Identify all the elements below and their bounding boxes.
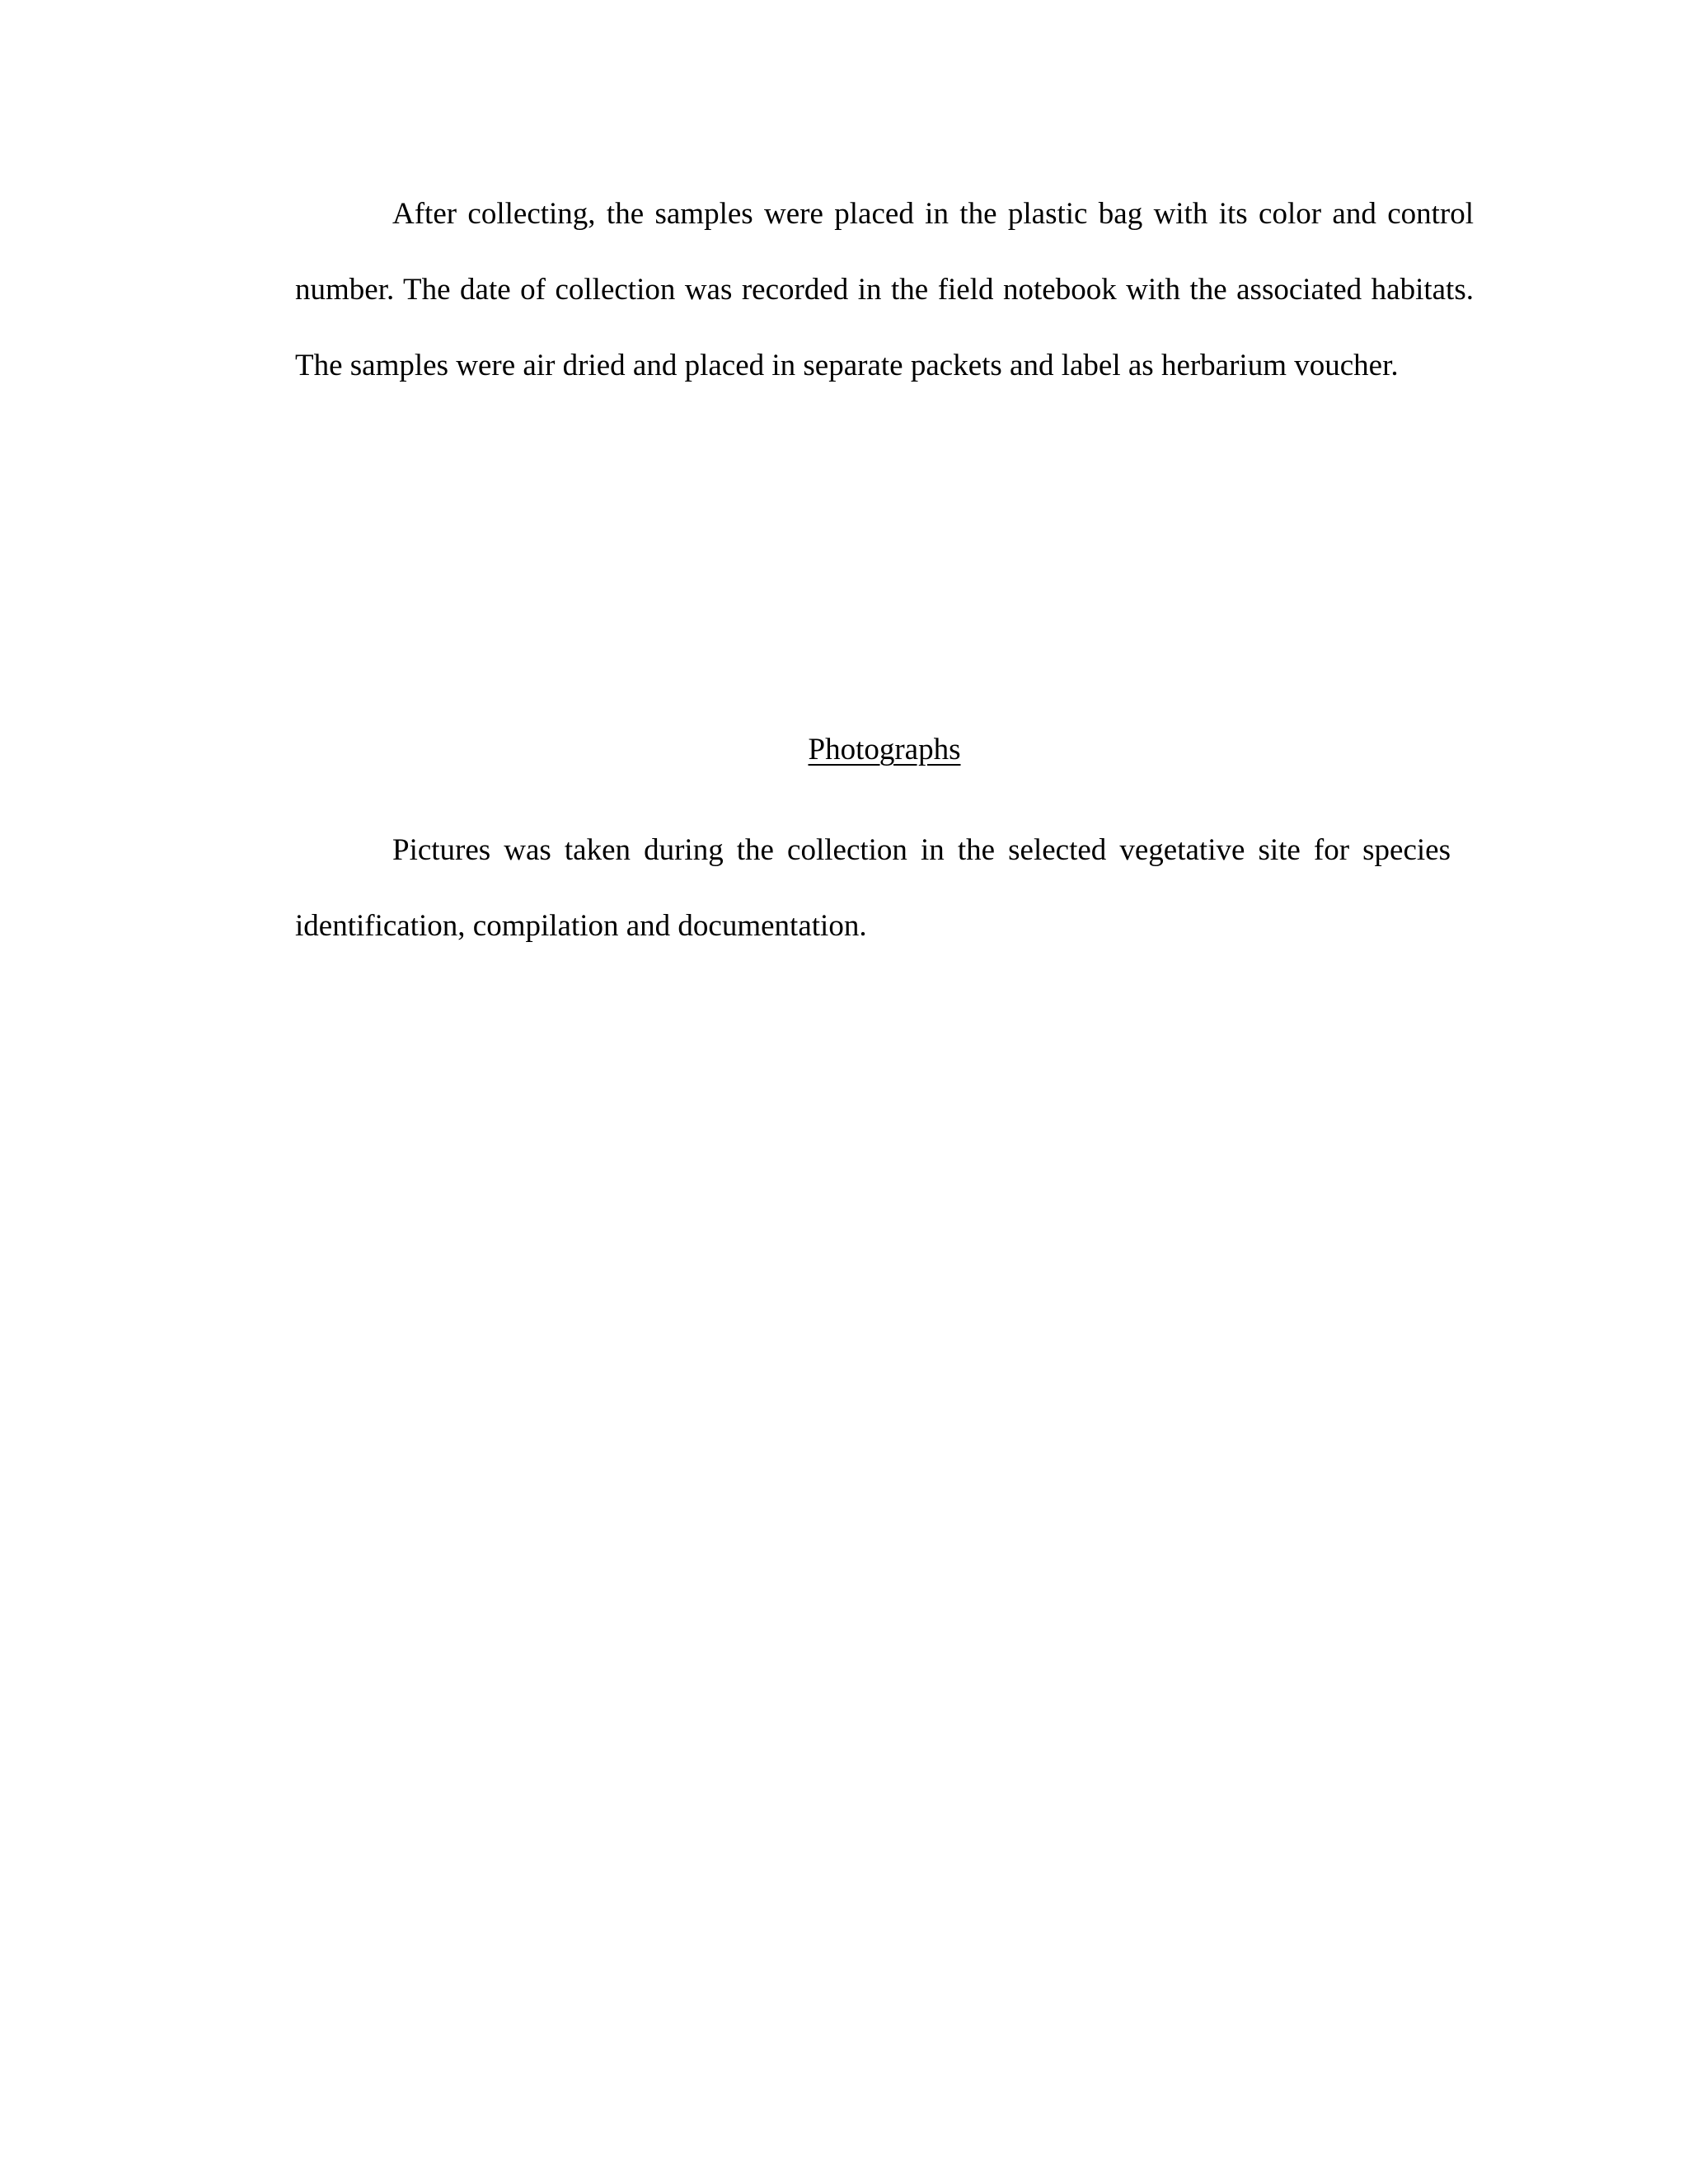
paragraph-sample-collection: After collecting, the samples were placed in the plastic bag with its color and control number. The date of collection was recorded in the field notebook with the associated habitats. The samples were air dried and placed in separate packets and label as herbarium voucher.: [295, 197, 1474, 382]
section-heading-text: Photographs: [808, 733, 961, 766]
paragraph-photographs: Pictures was taken during the collection in the selected vegetative site for species identification, compilation and documentation.: [295, 833, 1451, 943]
section-heading: [295, 717, 1474, 783]
